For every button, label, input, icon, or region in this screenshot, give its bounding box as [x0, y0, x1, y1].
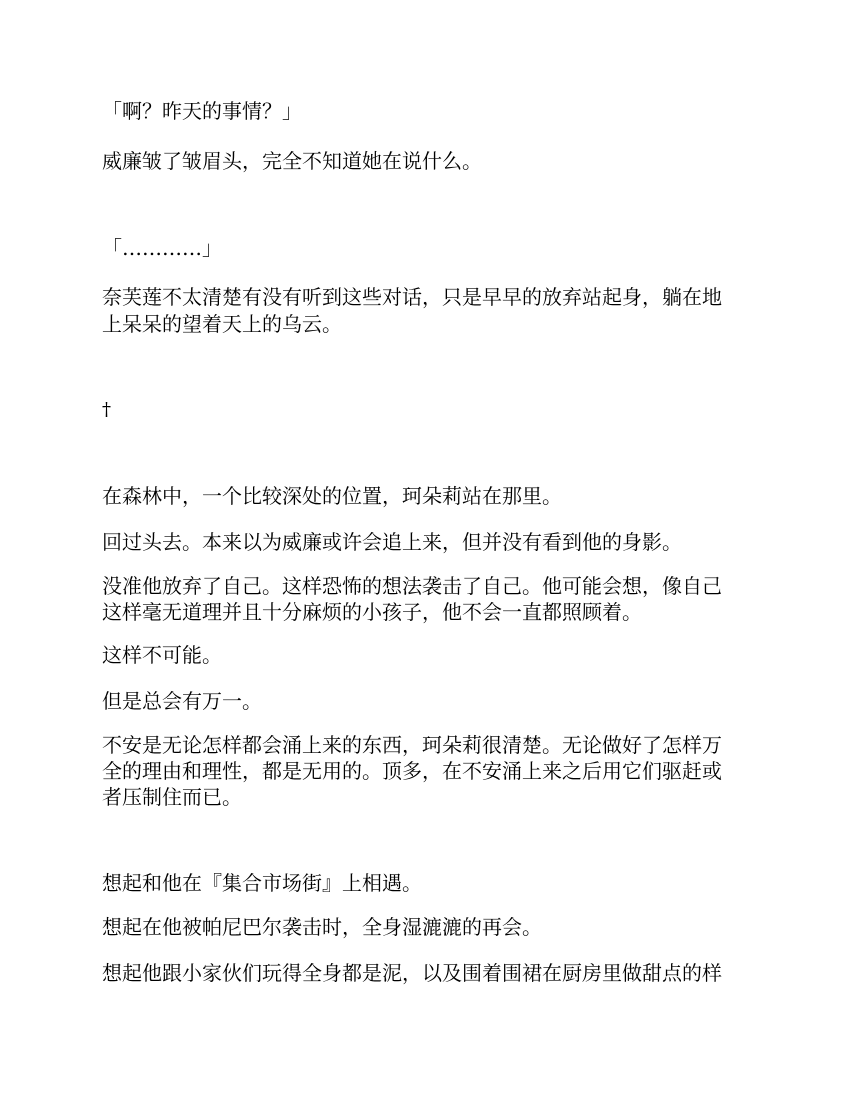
paragraph-line: 想起和他在『集合市场街』上相遇。 — [102, 871, 422, 895]
paragraph-line: 威廉皱了皱眉头，完全不知道她在说什么。 — [102, 149, 482, 173]
paragraph-line: 不安是无论怎样都会涌上来的东西，珂朵莉很清楚。无论做好了怎样万 — [102, 733, 722, 757]
paragraph-line: 「…………」 — [102, 236, 222, 260]
paragraph-line: 这样不可能。 — [102, 643, 222, 667]
paragraph-line: 回过头去。本来以为威廉或许会追上来，但并没有看到他的身影。 — [102, 530, 682, 554]
paragraph-line: 想起在他被帕尼巴尔袭击时，全身湿漉漉的再会。 — [102, 915, 542, 939]
paragraph-line: 上呆呆的望着天上的乌云。 — [102, 312, 342, 336]
paragraph-line: 奈芙莲不太清楚有没有听到这些对话，只是早早的放弃站起身，躺在地 — [102, 285, 722, 309]
paragraph-line: 在森林中，一个比较深处的位置，珂朵莉站在那里。 — [102, 484, 562, 508]
paragraph-line: 全的理由和理性，都是无用的。顶多，在不安涌上来之后用它们驱赶或 — [102, 759, 722, 783]
paragraph-line: 「啊？昨天的事情？」 — [102, 99, 302, 123]
paragraph-line: 这样毫无道理并且十分麻烦的小孩子，他不会一直都照顾着。 — [102, 600, 642, 624]
paragraph-line: 想起他跟小家伙们玩得全身都是泥，以及围着围裙在厨房里做甜点的样 — [102, 961, 722, 985]
section-divider: † — [102, 399, 111, 420]
paragraph-line: 者压制住而已。 — [102, 785, 242, 809]
paragraph-line: 没准他放弃了自己。这样恐怖的想法袭击了自己。他可能会想，像自己 — [102, 574, 722, 598]
paragraph-line: 但是总会有万一。 — [102, 689, 262, 713]
